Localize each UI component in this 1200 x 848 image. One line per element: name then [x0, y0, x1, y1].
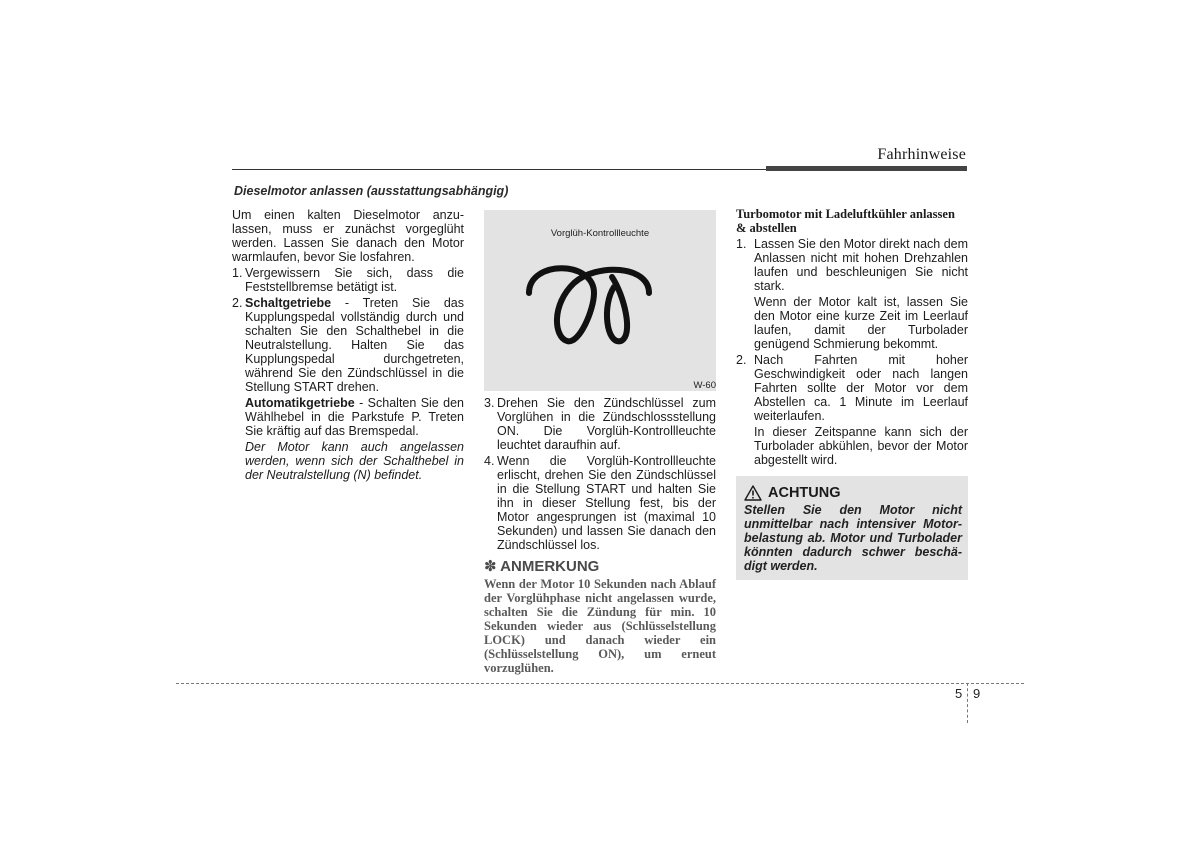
- warning-triangle-icon: [744, 485, 762, 501]
- page-number-divider: [967, 683, 968, 723]
- manual-gearbox-label: Schaltgetriebe: [245, 296, 332, 310]
- column-middle: [484, 396, 716, 554]
- manual-gearbox-text: - Treten Sie das Kupplungspedal vollständig durch und schalten Sie den Schalthebel in die Neutralstellung. Halten Sie das Kupplungspedal durchgetreten, während Sie den Zündschlüssel in die Stellung START drehen.: [245, 296, 464, 394]
- step-text: Vergewissern Sie sich, dass die Feststellbremse betätigt ist.: [245, 266, 464, 294]
- step-text: Wenn die Vorglüh-Kontrollleuchte erlischt, drehen Sie den Zündschlüssel in die Stellung START und halten Sie ihn in dieser Stellung fest, bis der Motor angesprungen ist (maximal 10 Sekunden) und lassen Sie danach den Zündschlüssel los.: [497, 454, 716, 552]
- section-title: Fahrhinweise: [877, 146, 966, 163]
- step-3: [484, 396, 716, 452]
- column-right: [736, 207, 968, 469]
- warning-title: ACHTUNG: [768, 485, 841, 501]
- italic-note: Der Motor kann auch angelassen werden, wenn sich der Schalthebel in der Neutralstellung (N) befindet.: [245, 440, 464, 482]
- intro-paragraph: Um einen kalten Dieselmotor anzu- lassen, muss er zunächst vorgeglüht werden. Lassen Sie danach den Motor warmlaufen, bevor Sie losfahren.: [232, 208, 464, 264]
- automatic-gearbox-text: - Schalten Sie den Wählhebel in die Parkstufe P. Treten Sie kräftig auf das Bremspedal.: [245, 396, 464, 438]
- figure-caption: Vorglüh-Kontrollleuchte: [550, 228, 650, 239]
- step-number: 1.: [736, 237, 747, 251]
- step-1: [232, 266, 464, 294]
- turbo-step-1-detail: Wenn der Motor kalt ist, lassen Sie den Motor eine kurze Zeit im Leerlauf laufen, damit der Turbolader genügend Schmierung bekommt.: [754, 295, 968, 351]
- footer-rule: [176, 683, 1024, 684]
- warning-box: [736, 476, 968, 580]
- turbo-section-title: Turbomotor mit Ladeluftkühler anlassen & abstellen: [736, 207, 955, 235]
- step-text: Nach Fahrten mit hoher Geschwindigkeit oder nach langen Fahrten sollte der Motor vor dem Abstellen ca. 1 Minute im Leerlauf weiterlaufen.: [754, 353, 968, 423]
- step-number: 2.: [232, 296, 243, 310]
- step-number: 2.: [736, 353, 747, 367]
- warning-header: [744, 485, 841, 501]
- column-left: [232, 208, 464, 484]
- step-2: [232, 296, 464, 394]
- glow-plug-coil-icon: [524, 255, 654, 350]
- note-heading: ✽ ANMERKUNG: [484, 558, 600, 575]
- step-text: Lassen Sie den Motor direkt nach dem Anlassen nicht mit hohen Drehzahlen laufen und beschleunigen Sie nicht stark.: [754, 237, 969, 293]
- turbo-step-2-detail: In dieser Zeitspanne kann sich der Turbolader abkühlen, bevor der Motor abgestellt wird.: [754, 425, 968, 467]
- step-number: 4.: [484, 454, 495, 468]
- header-rule-accent: [766, 166, 967, 171]
- step-text: [245, 296, 464, 394]
- chapter-number: 5: [955, 686, 963, 701]
- step-text: Drehen Sie den Zündschlüssel zum Vorglühen in die Zündschlossstellung ON. Die Vorglüh-Kontrollleuchte leuchtet daraufhin auf.: [497, 396, 716, 452]
- note-text: Wenn der Motor 10 Sekunden nach Ablauf der Vorglühphase nicht angelassen wurde, schalten Sie die Zündung für min. 10 Sekunden wieder aus (Schlüsselstellung LOCK) und danach wieder ein (Schlüsselstellung ON), um erneut vorzuglühen.: [484, 577, 716, 675]
- turbo-step-1: [736, 237, 968, 293]
- warning-text: Stellen Sie den Motor nicht unmittelbar nach intensiver Motor- belastung ab. Motor und Turbolader könnten dadurch schwer beschä- digt werden.: [744, 503, 962, 573]
- figure-code: W-60: [693, 380, 716, 391]
- page-heading: Dieselmotor anlassen (ausstattungsabhängig): [234, 184, 509, 198]
- glow-indicator-figure: [484, 210, 716, 391]
- automatic-paragraph: [232, 396, 464, 438]
- step-number: 1.: [232, 266, 243, 280]
- page-number: 9: [973, 686, 981, 701]
- automatic-gearbox-label: Automatikgetriebe: [245, 396, 355, 410]
- step-4: [484, 454, 716, 552]
- turbo-step-2: [736, 353, 968, 423]
- step-number: 3.: [484, 396, 495, 410]
- header-rule: [232, 169, 766, 170]
